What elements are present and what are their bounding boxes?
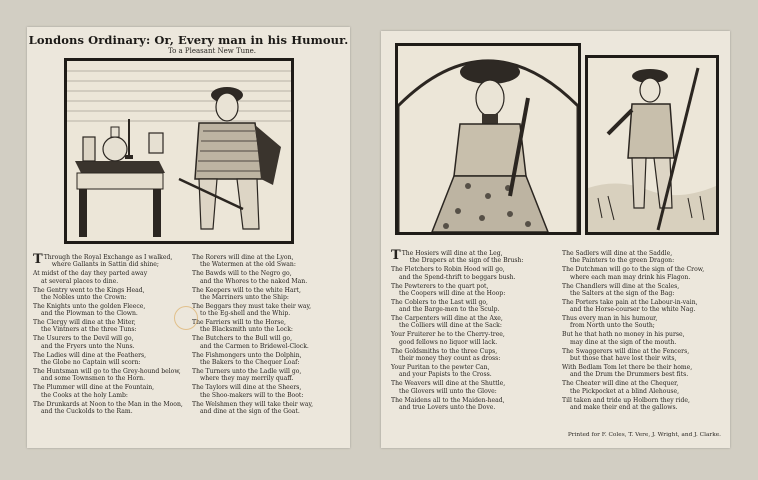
tavern-woodcut xyxy=(64,58,294,244)
printer-imprint: Printed for F. Coles, T. Vere, J. Wright, and J. Clarke. xyxy=(567,432,721,438)
broadside-page-right xyxy=(381,31,730,448)
verse-line: The Butchers to the Bull will go, and the Carmen to Bridewel-Clock. xyxy=(192,335,309,350)
verse-line: The Farriers will to the Horse, the Blacksmith unto the Lock: xyxy=(192,319,293,334)
verse-line: The Cheater will dine at the Chequer, the Pickpocket at a blind Alehouse, xyxy=(562,380,680,395)
verse-line: The Carpenters will dine at the Axe, the Colliers will dine at the Sack: xyxy=(391,315,503,330)
verse-line: The Goldsmiths to the three Cups, their money they count as dross: xyxy=(391,347,501,363)
verse-column-4 xyxy=(562,250,727,413)
man-woodcut xyxy=(585,55,719,235)
verse-line: The Coblers to the Last will go, and the Barge-men to the Sculp. xyxy=(391,298,500,314)
verse-line: The Sadlers will dine at the Saddle, the Painters to the green Dragon: xyxy=(562,250,675,265)
verse-line: The Plummer will dine at the Fountain, the Cooks at the holy Lamb: xyxy=(33,384,155,399)
verse-line: At midst of the day they parted away at several places to dine. xyxy=(33,270,148,285)
verse-line: The Huntsman will go to the Grey-hound below, and some Townsmen to the Horn. xyxy=(33,367,181,383)
verse-column-3 xyxy=(391,250,556,413)
verse-line: The Porters take pain at the Labour-in-vain, and the Horse-courser to the white Nag. xyxy=(562,298,698,314)
verse-line: Till taken and tride up Holborn they ride, and make their end at the gallows. xyxy=(562,396,690,411)
verse-line: The Maidens all to the Maiden-head, and true Lovers unto the Dove. xyxy=(391,396,505,411)
library-stamp xyxy=(174,306,198,330)
verse-line: The Turners unto the Ladle will go, where they may merrily quaff. xyxy=(192,367,302,383)
verse-line: The Ladies will dine at the Feathers, the Globe no Captain will scorn: xyxy=(33,351,147,367)
ballad-title: Londons Ordinary: Or, Every man in his Humour. xyxy=(28,33,349,47)
verse-line: The Chandlers will dine at the Scales, the Salters at the sign of the Bag: xyxy=(562,282,680,297)
verse-line: T Through the Royal Exchange as I walked, where Gallants in Sattin did shine; xyxy=(33,252,173,269)
verse-column-1 xyxy=(33,254,186,417)
verse-line: The Bawds will to the Negro go, and the Whores to the naked Man. xyxy=(192,270,308,285)
verse-line: The Swaggerers will dine at the Fencers, but those that have lost their wits, xyxy=(562,347,690,363)
verse-line: With Bedlam Tom let there be their home, and the Drum the Drummers best fits. xyxy=(562,363,693,379)
verse-line: The Welshmen they will take their way, and dine at the sign of the Goat. xyxy=(192,400,314,415)
verse-line: The Clergy will dine at the Miter, the Vintners at the three Tuns: xyxy=(33,319,137,334)
verse-line: The Knights unto the golden Fleece, and the Plowman to the Clown. xyxy=(33,302,146,318)
woman-woodcut xyxy=(395,43,581,235)
verse-line: The Rorers will dine at the Lyon, the Watermen at the old Swan: xyxy=(192,254,296,269)
woman-with-gun-woodcut-icon xyxy=(398,46,578,232)
verse-line: The Keepers will to the white Hart, the Marriners unto the Ship: xyxy=(192,286,301,301)
verse-line: The Drunkards at Noon to the Man in the Moon, and the Cuckolds to the Ram. xyxy=(33,400,183,415)
verse-line: The Dutchman will go to the sign of the Crow, where each man may drink his Flagon. xyxy=(562,266,705,281)
man-with-staff-woodcut-icon xyxy=(588,58,716,232)
verse-line: The Beggars they must take their way, to the Eg-shell and the Whip. xyxy=(192,302,312,318)
verse-line: But he that hath no money in his purse, may dine at the sign of the mouth. xyxy=(562,331,685,346)
verse-line: The Weavers will dine at the Shuttle, the Glovers will unto the Glove: xyxy=(391,380,506,395)
ballad-text-left xyxy=(33,254,345,417)
verse-line: The Fishmongers unto the Dolphin, the Bakers to the Chequer Loaf: xyxy=(192,351,302,367)
broadside-page-left xyxy=(27,27,350,448)
verse-line: The Usurers to the Devil will go, and the Fryers unto the Nuns. xyxy=(33,335,135,350)
ballad-tune: To a Pleasant New Tune. xyxy=(167,47,257,55)
verse-line: The Taylors will dine at the Sheers, the Shoo-makers will to the Boot: xyxy=(192,384,304,399)
verse-line: Your Puritan to the pewter Can, and your Papists to the Cross. xyxy=(391,363,492,379)
verse-line: The Pewterers to the quart pot, the Coopers will dine at the Hoop: xyxy=(391,282,506,297)
verse-line: Your Fruiterer he to the Cherry-tree, good fellows no liquor will lack. xyxy=(391,331,505,346)
verse-line: T The Hosiers will dine at the Leg, the Drapers at the sign of the Brush: xyxy=(391,248,524,265)
ballad-text-right xyxy=(391,250,727,413)
verse-column-2 xyxy=(192,254,345,417)
verse-line: The Fletchers to Robin Hood will go, and the Spend-thrift to beggars bush. xyxy=(391,266,516,281)
verse-line: The Gentry went to the Kings Head, the Nobles unto the Crown: xyxy=(33,286,145,301)
tavern-table-man-woodcut-icon xyxy=(67,61,291,241)
verse-line: Thus every man in his humour, from North unto the South; xyxy=(562,315,658,330)
